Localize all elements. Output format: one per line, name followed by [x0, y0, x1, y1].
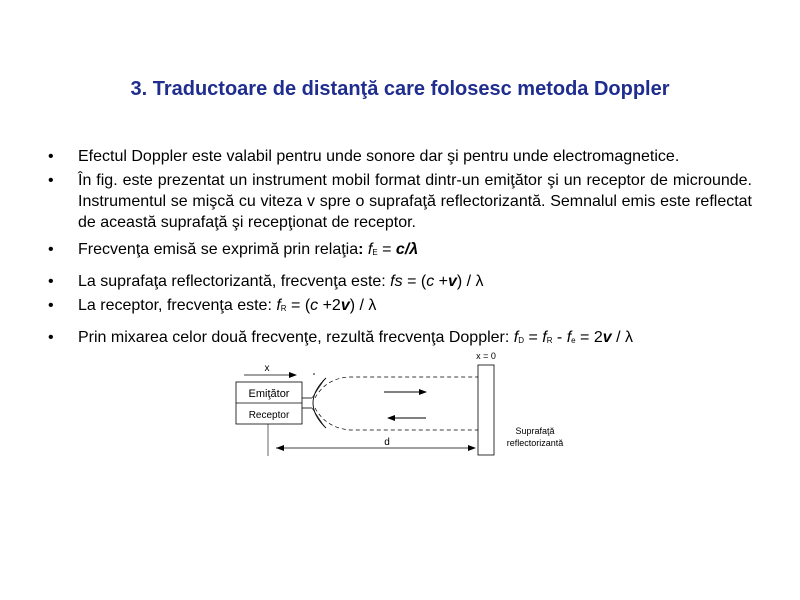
formula-sub-d: D	[518, 336, 524, 345]
dish-ray-top	[312, 380, 324, 398]
dish-ray-bottom	[312, 408, 324, 426]
formula-f: f	[566, 329, 572, 346]
formula-sub-r: R	[546, 336, 553, 345]
slide-title: 3. Traductoare de distanţă care folosesc metoda Doppler	[130, 78, 670, 100]
emitted-frequency-colon: :	[358, 241, 368, 258]
formula-c: c	[310, 297, 319, 314]
doppler-frequency-text: Prin mixarea celor două frecvenţe, rezultă frecvenţa Doppler:	[78, 329, 514, 346]
formula-eq: = (	[286, 297, 311, 314]
formula-plus: +	[434, 273, 448, 290]
formula-eq: = (	[402, 273, 427, 290]
bullet-doppler-effect-text: Efectul Doppler este valabil pentru unde sonore dar şi pentru unde electromagnetice.	[78, 148, 680, 165]
formula-v: v	[602, 329, 612, 346]
formula-eq: = 2	[575, 329, 603, 346]
formula-rest: ) / λ	[349, 297, 377, 314]
formula-c-lambda: c/λ	[395, 241, 419, 258]
reflective-surface	[478, 365, 494, 455]
formula-c: c	[426, 273, 435, 290]
receiver-frequency-text: La receptor, frecvenţa este:	[78, 297, 277, 314]
surface-frequency-text: La suprafaţa reflectorizantă, frecvenţa este:	[78, 273, 391, 290]
distance-arrow-right	[468, 445, 476, 451]
antenna-dish	[313, 378, 326, 428]
dish-focus-dot	[313, 373, 315, 375]
formula-rest: / λ	[611, 329, 633, 346]
formula-rest: ) / λ	[456, 273, 484, 290]
formula-minus: -	[552, 329, 567, 346]
beam-top-dashed	[315, 377, 478, 398]
emitter-label: Emiţător	[248, 388, 290, 400]
formula-sub-e: E	[372, 248, 378, 257]
formula-sub-r: R	[280, 304, 287, 313]
formula-v: v	[447, 273, 457, 290]
distance-label: d	[384, 437, 390, 448]
surface-label-line2: reflectorizantă	[506, 438, 564, 448]
x0-label: x = 0	[476, 351, 496, 361]
formula-plus: +2	[318, 297, 341, 314]
bullet-instrument-text: În fig. este prezentat un instrument mobil format dintr-un emiţător şi un receptor de microunde. Instrumentul se mişcă cu viteza v spre o suprafaţă reflectorizantă. Semnalul emis este reflectat de această suprafaţă şi recepţionat de receptor.	[78, 172, 752, 231]
formula-v: v	[340, 297, 350, 314]
formula-fs: fs	[390, 273, 403, 290]
x-label: x	[264, 363, 270, 374]
formula-f: f	[542, 329, 547, 346]
formula-eq: =	[377, 241, 396, 258]
surface-label-line1: Suprafaţă	[515, 426, 555, 436]
receiver-label: Receptor	[248, 410, 290, 421]
emitted-frequency-text: Frecvenţa emisă se exprimă prin relaţia	[78, 241, 359, 258]
formula-f: f	[513, 329, 519, 346]
formula-sub-e: e	[571, 336, 576, 345]
distance-arrow-left	[276, 445, 284, 451]
formula-f: f	[276, 297, 281, 314]
formula-eq: =	[524, 329, 543, 346]
beam-bottom-dashed	[315, 408, 478, 430]
formula-f: f	[367, 241, 373, 258]
